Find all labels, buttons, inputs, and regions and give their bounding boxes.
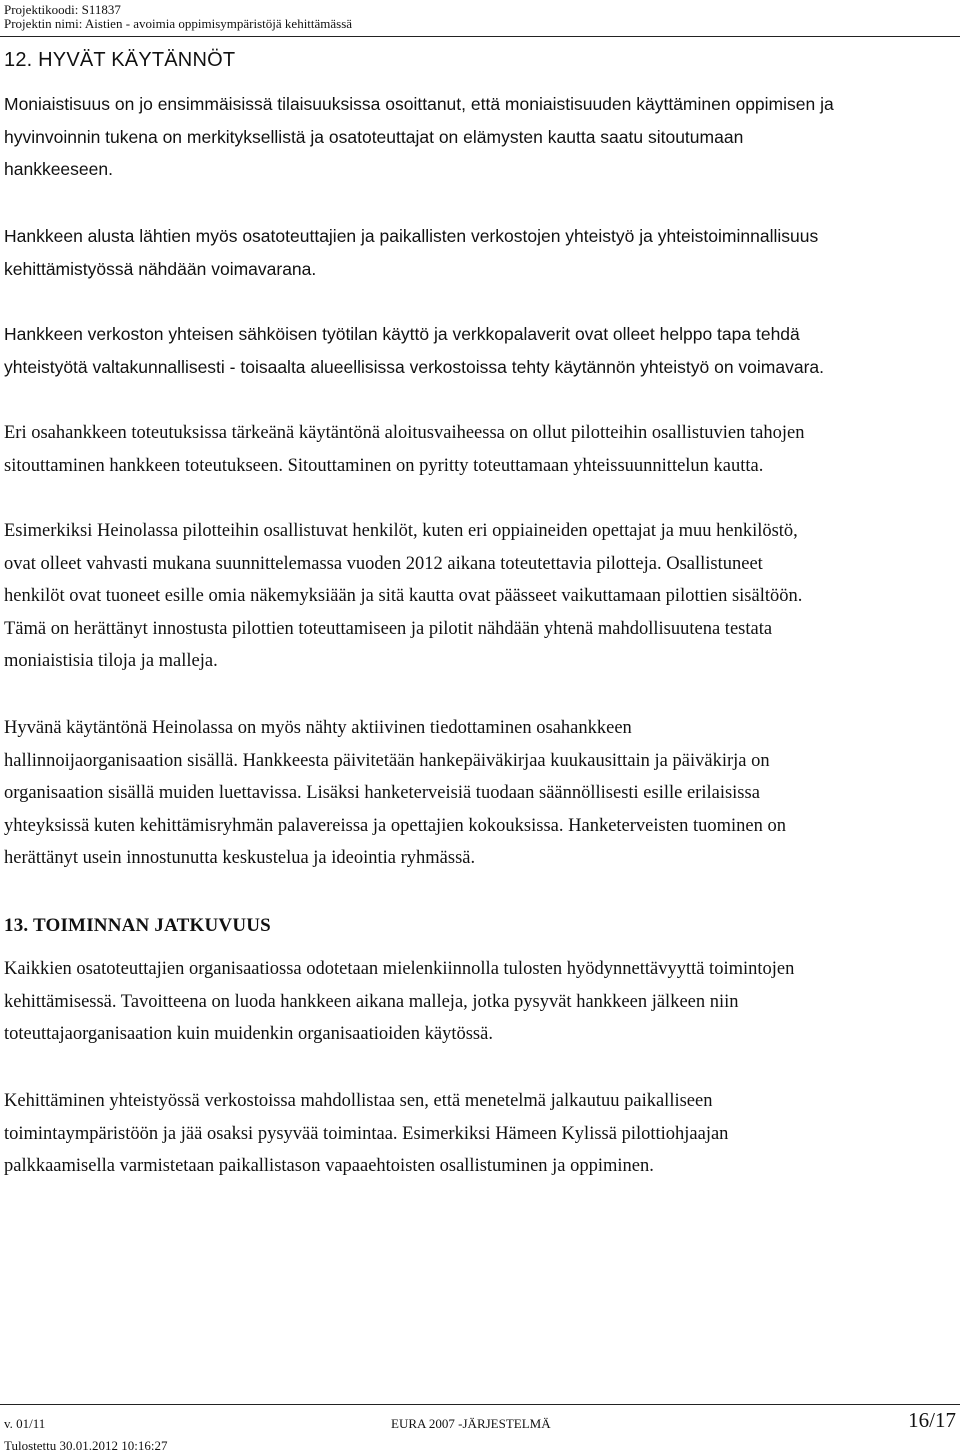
paragraph (4, 515, 956, 678)
section-heading: 12. HYVÄT KÄYTÄNNÖT (4, 49, 236, 71)
text-line: sitouttaminen hankkeen toteutukseen. Sitouttaminen on pyritty toteuttamaan yhteissuunnittelun kautta. (4, 455, 764, 476)
printed-timestamp: Tulostettu 30.01.2012 10:16:27 (4, 1438, 168, 1453)
text-line: kehittämisessä. Tavoitteena on luoda hankkeen aikana malleja, jotka pysyvät hankkeen jälkeen niin (4, 991, 739, 1012)
text-line: Eri osahankkeen toteutuksissa tärkeänä käytäntönä aloitusvaiheessa on ollut pilotteihin osallistuvien tahojen (4, 423, 805, 443)
paragraph (4, 318, 956, 383)
section-heading: 13. TOIMINNAN JATKUVUUS (4, 915, 271, 936)
paragraph (4, 220, 956, 285)
text-line: moniaistisia tiloja ja malleja. (4, 651, 218, 672)
header-divider (0, 36, 960, 37)
paragraph (4, 712, 956, 875)
text-line: palkkaamisella varmistetaan paikallistason vapaaehtoisten osallistuminen ja oppiminen. (4, 1156, 654, 1177)
text-line: Tämä on herättänyt innostusta pilottien toteuttamiseen ja pilotit nähdään yhtenä mahdollisuutena testata (4, 618, 773, 639)
text-line: Esimerkiksi Heinolassa pilotteihin osallistuvat henkilöt, kuten eri oppiaineiden opettajat ja muu henkilöstö, (4, 521, 798, 541)
paragraph (4, 417, 956, 482)
project-code: Projektikoodi: S11837 (4, 2, 121, 17)
text-line: organisaation sisällä muiden luettavissa. Lisäksi hanketerveisiä tuodaan säännöllisesti esille erilaisissa (4, 783, 760, 804)
text-line: yhteyksissä kuten kehittämisryhmän palavereissa ja opettajien kokouksissa. Hanketerveisten tuominen on (4, 815, 786, 836)
text-line: henkilöt ovat tuoneet esille omia näkemyksiään ja sitä kautta ovat päässeet vaikuttamaan pilottien sisältöön. (4, 586, 803, 607)
text-line: Kaikkien osatoteuttajien organisaatiossa odotetaan mielenkiinnolla tulosten hyödynnettävyyttä toimintojen (4, 959, 795, 979)
text-line: kehittämistyössä nähdään voimavarana. (4, 258, 317, 279)
text-line: Hankkeen alusta lähtien myös osatoteuttajien ja paikallisten verkostojen yhteistyö ja yhteistoiminnallisuus (4, 226, 819, 246)
text-line: hyvinvoinnin tukena on merkityksellistä ja osatoteuttajat on elämysten kautta saatu sitoutumaan (4, 126, 744, 147)
text-line: herättänyt usein innostunutta keskustelua ja ideointia ryhmässä. (4, 848, 476, 869)
text-line: toteuttajaorganisaation kuin muidenkin organisaatioiden käytössä. (4, 1024, 493, 1045)
text-line: yhteistyötä valtakunnallisesti - toisaalta alueellisissa verkostoissa tehty käytännön yhteistyö on voimavara. (4, 356, 824, 377)
text-line: Moniaistisuus on jo ensimmäisissä tilaisuuksissa osoittanut, että moniaistisuuden käyttäminen oppimisen ja (4, 94, 834, 114)
project-name: Projektin nimi: Aistien - avoimia oppimisympäristöjä kehittämässä (4, 16, 353, 31)
text-line: toimintaympäristöön ja jää osaksi pysyvää toimintaa. Esimerkiksi Hämeen Kylissä pilottiohjaajan (4, 1123, 729, 1144)
page-number: 16/17 (908, 1408, 956, 1432)
text-line: Hankkeen verkoston yhteisen sähköisen työtilan käyttö ja verkkopalaverit ovat olleet helppo tapa tehdä (4, 324, 800, 344)
text-line: Hyvänä käytäntönä Heinolassa on myös nähty aktiivinen tiedottaminen osahankkeen (4, 718, 632, 738)
system-name: EURA 2007 -JÄRJESTELMÄ (391, 1416, 551, 1431)
document-version: v. 01/11 (4, 1416, 46, 1431)
text-line: ovat olleet vahvasti mukana suunnittelemassa vuoden 2012 aikana toteutettavia pilotteja. Osallistuneet (4, 553, 763, 574)
text-line: hankkeeseen. (4, 159, 113, 180)
paragraph (4, 953, 956, 1051)
text-line: hallinnoijaorganisaation sisällä. Hankkeesta päivitetään hankepäiväkirjaa kuukausittain ja päiväkirja on (4, 750, 770, 771)
text-line: Kehittäminen yhteistyössä verkostoissa mahdollistaa sen, että menetelmä jalkautuu paikalliseen (4, 1091, 713, 1111)
paragraph (4, 1085, 956, 1183)
paragraph (4, 88, 956, 186)
footer-divider (0, 1404, 960, 1405)
